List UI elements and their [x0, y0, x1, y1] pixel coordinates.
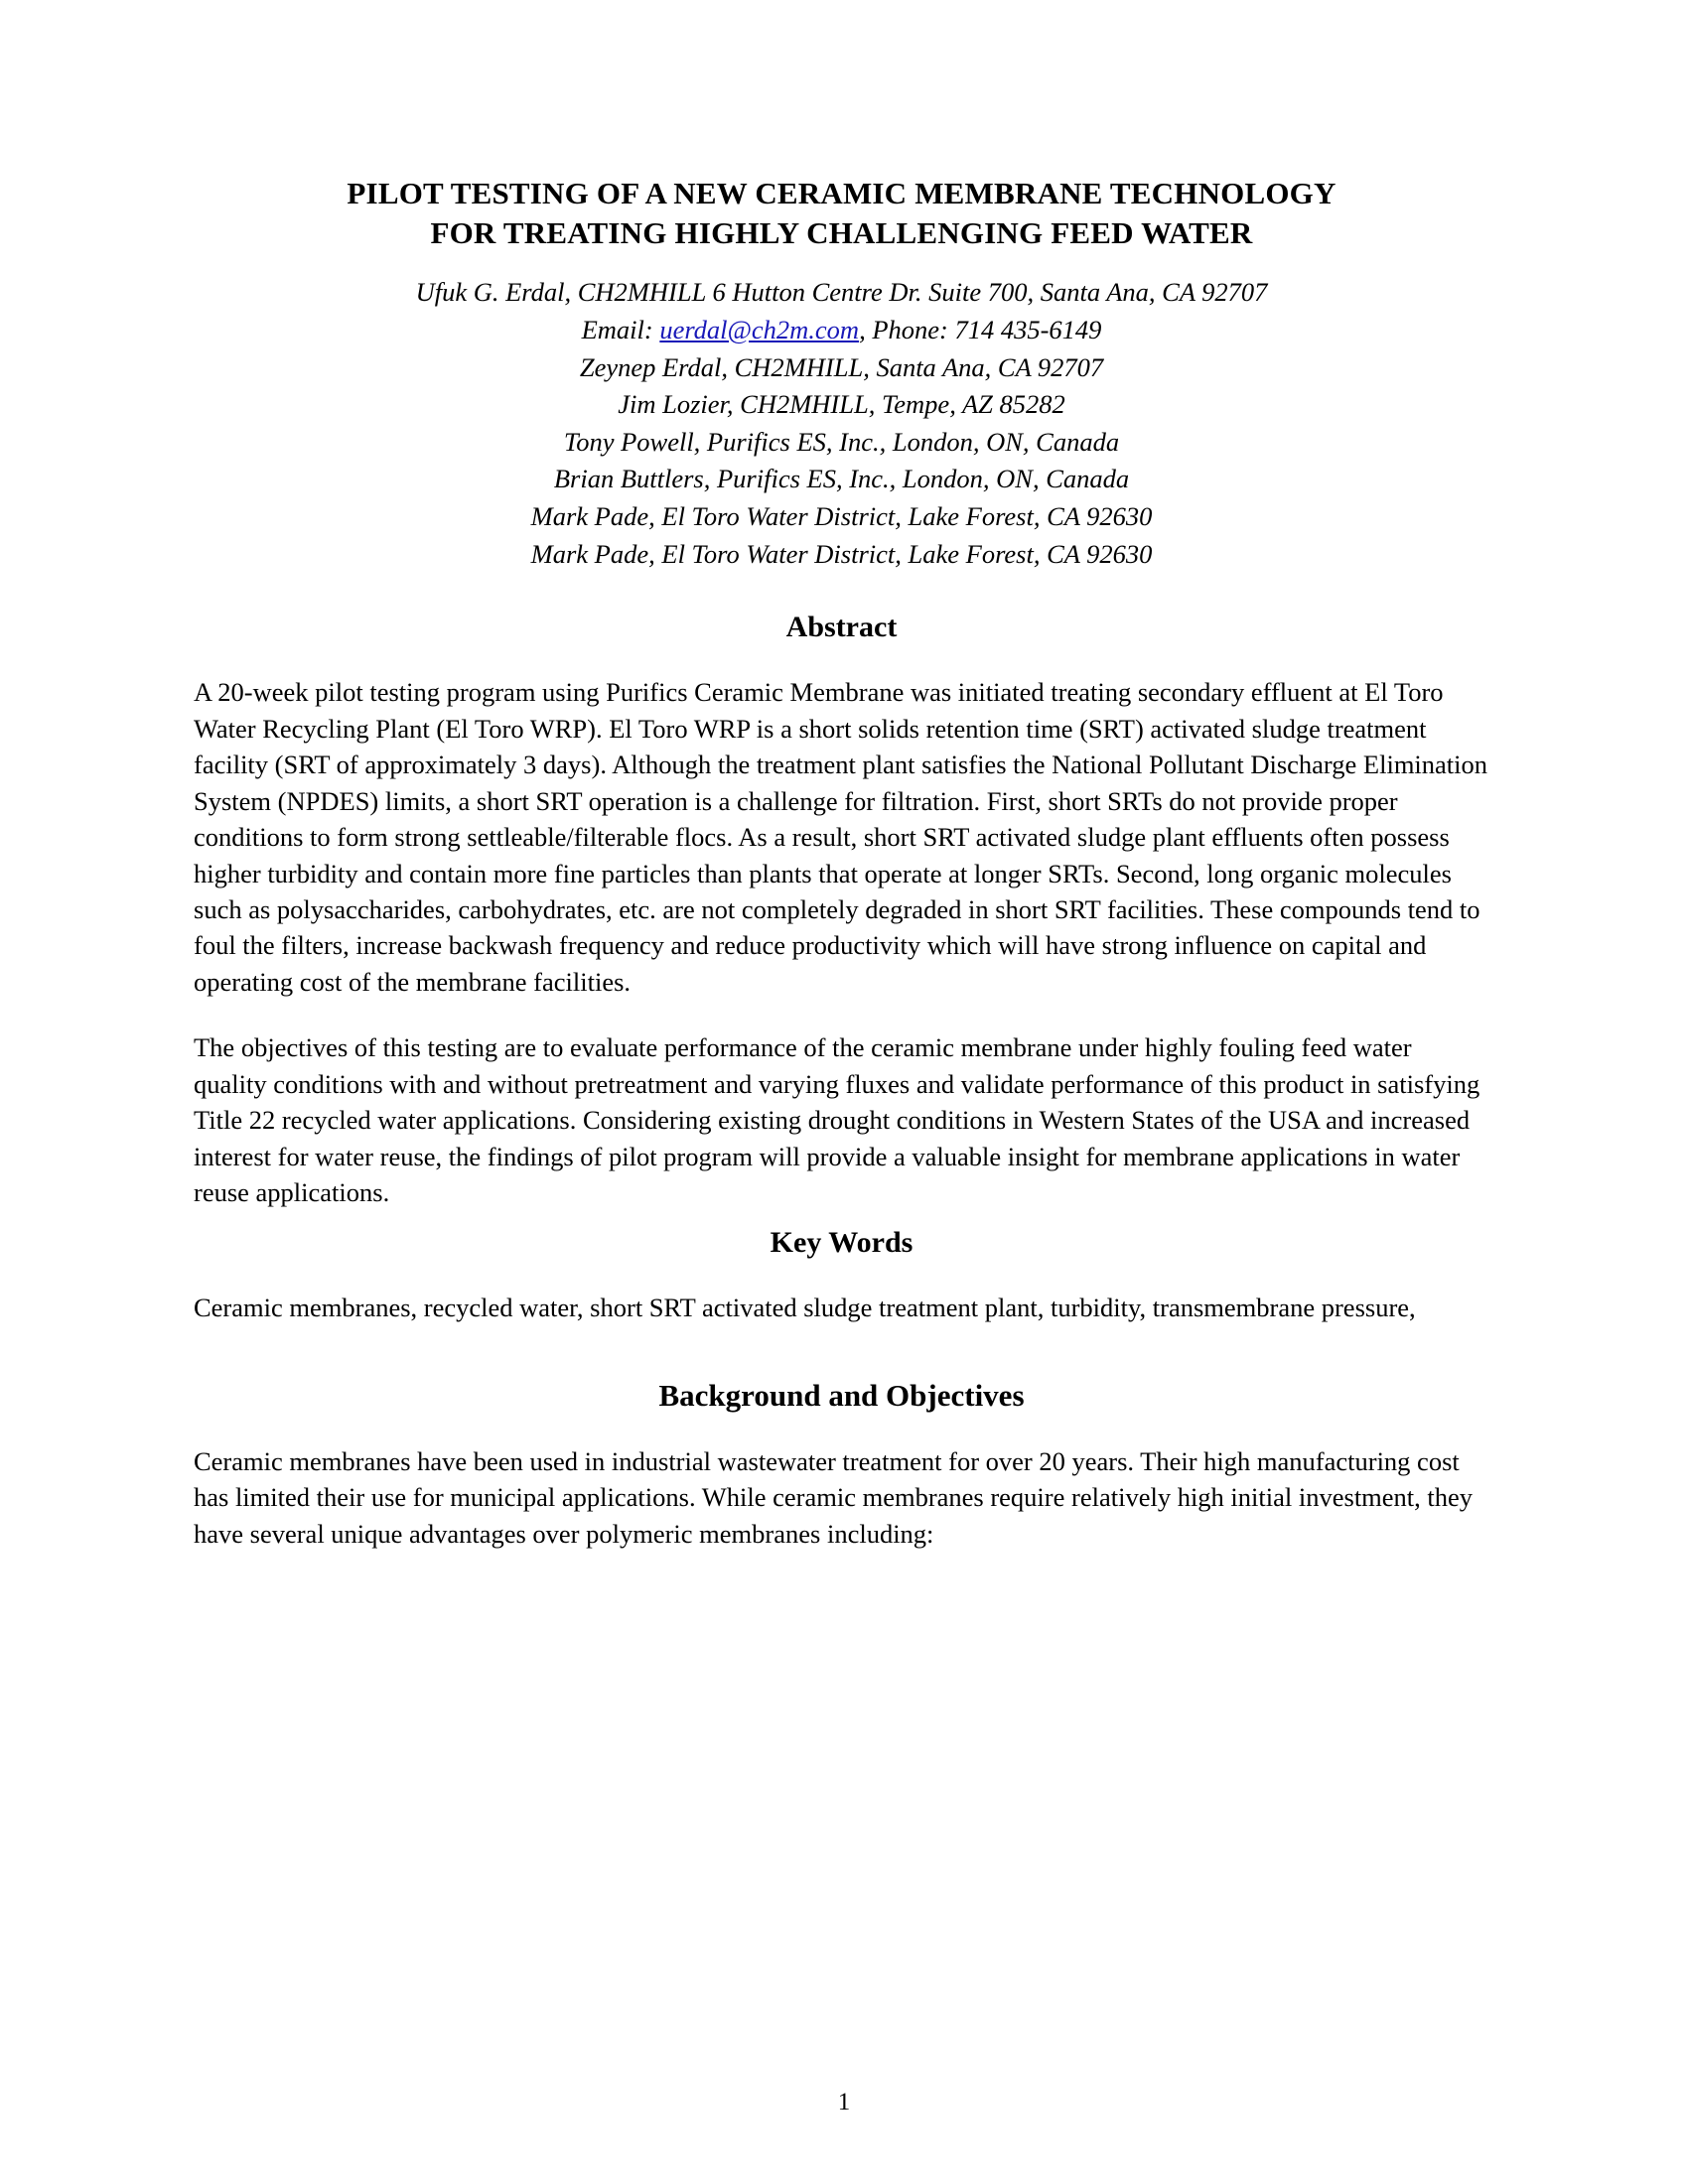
email-label: Email:	[581, 314, 660, 344]
author-line-7: Mark Pade, El Toro Water District, Lake Forest, CA 92630	[530, 501, 1153, 532]
author-contact-line	[194, 312, 1489, 349]
abstract-paragraph-2: The objectives of this testing are to evaluate performance of the ceramic membrane under highly fouling feed water quality conditions with and without pretreatment and varying fluxes and validate performance of this product in satisfying Title 22 recycled water applications. Considering existing drought conditions in Western States of the USA and increased interest for water reuse, the findings of pilot program will provide a valuable insight for membrane applications in water reuse applications.	[194, 1032, 1480, 1208]
page-title	[194, 174, 1489, 252]
background-paragraph-1: Ceramic membranes have been used in industrial wastewater treatment for over 20 years. Their high manufacturing cost has limited their use for municipal applications. While ceramic membranes require relatively high initial investment, they have several unique advantages over polymeric membranes including:	[194, 1445, 1474, 1549]
author-line-5: Tony Powell, Purifics ES, Inc., London, ON, Canada	[563, 426, 1120, 457]
title-line-1: PILOT TESTING OF A NEW CERAMIC MEMBRANE TECHNOLOGY	[347, 176, 1336, 210]
keywords-text: Ceramic membranes, recycled water, short SRT activated sludge treatment plant, turbidity, transmembrane pressure,	[194, 1293, 1416, 1323]
abstract-heading: Abstract	[785, 611, 898, 644]
author-line-8: Mark Pade, El Toro Water District, Lake Forest, CA 92630	[530, 538, 1153, 569]
background-heading: Background and Objectives	[658, 1377, 1025, 1413]
author-line-6: Brian Buttlers, Purifics ES, Inc., London, ON, Canada	[553, 464, 1130, 494]
keywords-heading: Key Words	[770, 1226, 914, 1260]
author-line-1: Ufuk G. Erdal, CH2MHILL 6 Hutton Centre Dr. Suite 700, Santa Ana, CA 92707	[415, 277, 1268, 308]
title-line-2: FOR TREATING HIGHLY CHALLENGING FEED WATER	[430, 214, 1253, 250]
abstract-paragraph-1: A 20-week pilot testing program using Purifics Ceramic Membrane was initiated treating secondary effluent at El Toro Water Recycling Plant (El Toro WRP). El Toro WRP is a short solids retention time (SRT) activated sludge treatment facility (SRT of approximately 3 days). Although the treatment plant satisfies the National Pollutant Discharge Elimination System (NPDES) limits, a short SRT operation is a challenge for filtration. First, short SRTs do not provide proper conditions to form strong settleable/filterable flocs. As a result, short SRT activated sludge plant effluents often possess higher turbidity and contain more fine particles than plants that operate at longer SRTs. Second, long organic molecules such as polysaccharides, carbohydrates, etc. are not completely degraded in short SRT facilities. These compounds tend to foul the filters, increase backwash frequency and reduce productivity which will have strong influence on capital and operating cost of the membrane facilities.	[194, 677, 1488, 997]
page-number: 1	[837, 2089, 851, 2116]
author-line-3: Zeynep Erdal, CH2MHILL, Santa Ana, CA 92707	[579, 351, 1104, 382]
author-block	[194, 274, 1489, 573]
phone-text: , Phone: 714 435-6149	[859, 314, 1102, 344]
email-link[interactable]: uerdal@ch2m.com	[659, 314, 860, 344]
author-line-4: Jim Lozier, CH2MHILL, Tempe, AZ 85282	[618, 389, 1065, 420]
